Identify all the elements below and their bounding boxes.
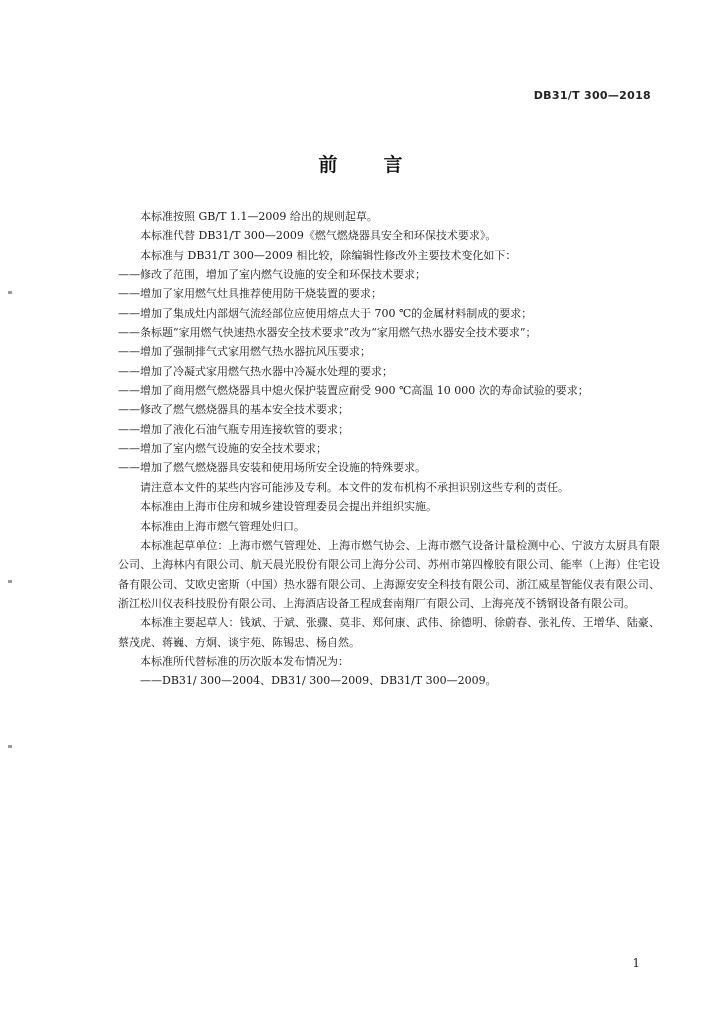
list-item: ——增加了液化石油气瓶专用连接软管的要求； (118, 422, 349, 436)
paragraph-changes-intro: 本标准与 DB31/T 300—2009 相比较，除编辑性修改外主要技术变化如下： (140, 248, 517, 262)
scan-mark (8, 745, 12, 748)
paragraph-replaces: 本标准代替 DB31/T 300—2009《燃气燃烧器具安全和环保技术要求》。 (140, 229, 497, 243)
paragraph-history: ——DB31/ 300—2004、DB31/ 300—2009、DB31/T 300—2009。 (140, 674, 497, 688)
scan-mark (8, 291, 12, 294)
list-item: ——增加了冷凝式家用燃气热水器中冷凝水处理的要求； (118, 364, 393, 378)
list-item: ——增加了燃气燃烧器具安装和使用场所安全设施的特殊要求。 (118, 461, 426, 475)
list-item: ——增加了强制排气式家用燃气热水器抗风压要求； (118, 345, 371, 359)
list-item: ——增加了集成灶内部烟气流经部位应使用熔点大于 700 ℃的金属材料制成的要求； (118, 306, 533, 320)
list-item: ——修改了燃气燃烧器具的基本安全技术要求； (118, 403, 349, 417)
document-body (118, 207, 660, 691)
list-item: ——增加了家用燃气灶具推荐使用防干烧装置的要求； (118, 287, 382, 301)
paragraph-drafting-rules: 本标准按照 GB/T 1.1—2009 给出的规则起草。 (140, 210, 378, 223)
paragraph-drafters: 本标准主要起草人：钱斌、于斌、张骤、莫非、郑何康、武伟、徐德明、徐蔚春、张礼传、王增华、陆豪、蔡茂虎、蒋巍、方炯、谈宇苑、陈锡忠、杨自然。 (118, 616, 660, 649)
paragraph-patent-notice: 请注意本文件的某些内容可能涉及专利。本文件的发布机构不承担识别这些专利的责任。 (140, 480, 569, 494)
scan-mark (8, 580, 12, 583)
list-item: ——条标题“家用燃气快速热水器安全技术要求”改为“家用燃气热水器安全技术要求”； (118, 326, 537, 340)
page-number: 1 (632, 956, 640, 970)
standard-code: DB31/T 300—2018 (533, 89, 651, 102)
paragraph-history-intro: 本标准所代替标准的历次版本发布情况为： (140, 654, 349, 668)
paragraph-drafting-units: 本标准起草单位：上海市燃气管理处、上海市燃气协会、上海市燃气设备计量检测中心、宁波方太厨具有限公司、上海林内有限公司、航天晨光股份有限公司上海分公司、苏州市第四橡胶有限公司、能率（上海）住宅设备有限公司、艾欧史密斯（中国）热水器有限公司、上海源安安全科技有限公司、浙江威星智能仪表有限公司、浙江松川仪表科技股份有限公司、上海酒店设备工程成套南翔厂有限公司、上海亮茂不锈钢设备有限公司。 (118, 538, 660, 610)
list-item: ——增加了商用燃气燃烧器具中熄火保护装置应耐受 900 ℃高温 10 000 次的寿命试验的要求； (118, 384, 589, 398)
paragraph-proposed-by: 本标准由上海市住房和城乡建设管理委员会提出并组织实施。 (140, 500, 437, 514)
paragraph-managed-by: 本标准由上海市燃气管理处归口。 (140, 519, 305, 533)
page-title: 前言 (318, 154, 449, 176)
list-item: ——修改了范围，增加了室内燃气设施的安全和环保技术要求； (118, 268, 426, 282)
list-item: ——增加了室内燃气设施的安全技术要求； (118, 442, 327, 456)
